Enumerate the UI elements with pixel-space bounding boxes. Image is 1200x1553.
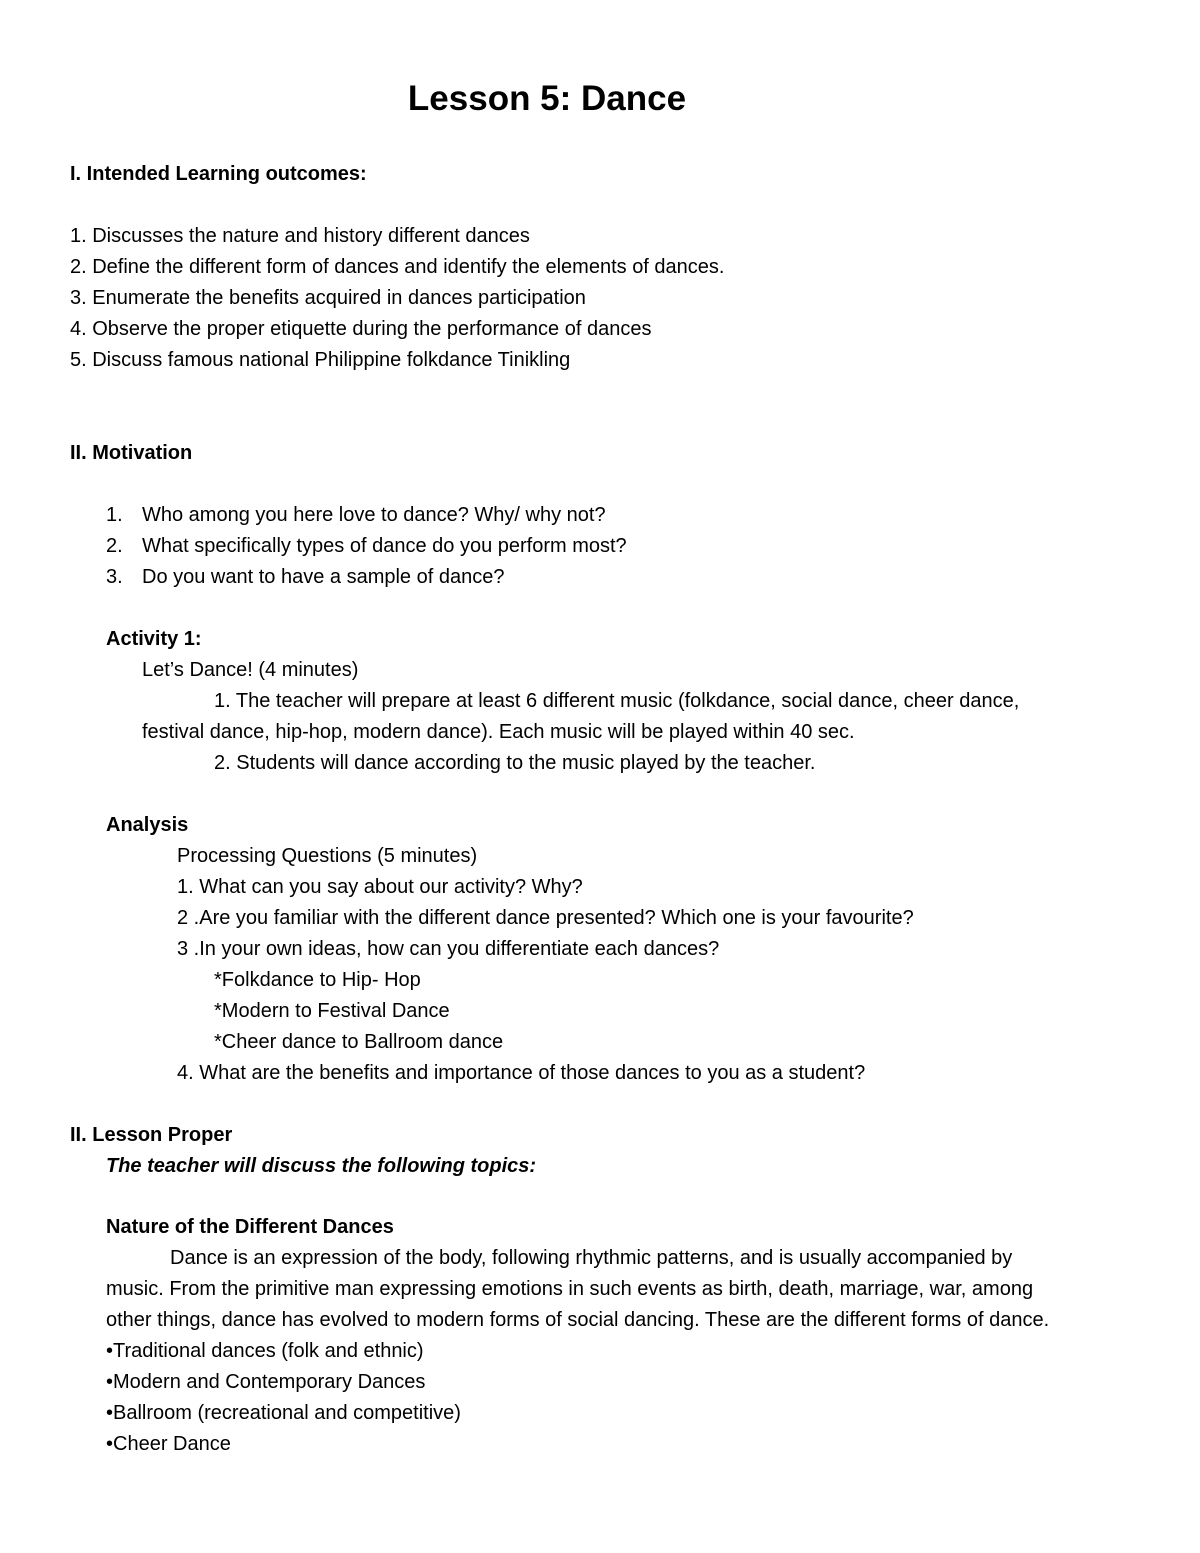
analysis-pair: *Modern to Festival Dance [214,1000,450,1022]
analysis-pair: *Folkdance to Hip- Hop [214,969,421,991]
outcome-item: 5. Discuss famous national Philippine folkdance Tinikling [70,349,571,371]
dance-form-item: •Cheer Dance [106,1433,231,1455]
analysis-question-4: 4. What are the benefits and importance of those dances to you as a student? [177,1062,866,1084]
nature-paragraph-line: music. From the primitive man expressing emotions in such events as birth, death, marriage, war, among [106,1278,1034,1300]
dance-form-item: •Modern and Contemporary Dances [106,1371,426,1393]
motivation-number: 2. [106,535,123,557]
outcome-item: 4. Observe the proper etiquette during the performance of dances [70,318,652,340]
analysis-question-3: 3 .In your own ideas, how can you differentiate each dances? [177,938,720,960]
motivation-question: Do you want to have a sample of dance? [142,566,505,588]
dance-form-item: •Ballroom (recreational and competitive) [106,1402,461,1424]
outcome-item: 3. Enumerate the benefits acquired in dances participation [70,287,586,309]
activity-step-1-continued: festival dance, hip-hop, modern dance). Each music will be played within 40 sec. [142,721,855,743]
analysis-question-2: 2 .Are you familiar with the different dance presented? Which one is your favourite? [177,907,914,929]
motivation-number: 1. [106,504,123,526]
analysis-heading: Analysis [106,814,189,836]
motivation-question: Who among you here love to dance? Why/ why not? [142,504,606,526]
activity-subtitle: Let’s Dance! (4 minutes) [142,659,359,681]
motivation-heading: II. Motivation [70,442,193,464]
activity-heading: Activity 1: [106,628,202,650]
outcomes-heading: I. Intended Learning outcomes: [70,163,367,185]
motivation-number: 3. [106,566,123,588]
lesson-intro: The teacher will discuss the following topics: [106,1155,537,1177]
lesson-heading: II. Lesson Proper [70,1124,233,1146]
analysis-subtitle: Processing Questions (5 minutes) [177,845,478,867]
dance-form-item: •Traditional dances (folk and ethnic) [106,1340,424,1362]
activity-step-2: 2. Students will dance according to the music played by the teacher. [214,752,816,774]
motivation-question: What specifically types of dance do you perform most? [142,535,627,557]
analysis-pair: *Cheer dance to Ballroom dance [214,1031,504,1053]
nature-paragraph-line: other things, dance has evolved to modern forms of social dancing. These are the different forms of dance. [106,1309,1050,1331]
nature-paragraph-line: Dance is an expression of the body, following rhythmic patterns, and is usually accompanied by [170,1247,1013,1269]
page-title: Lesson 5: Dance [407,79,687,118]
outcome-item: 1. Discusses the nature and history different dances [70,225,530,247]
outcome-item: 2. Define the different form of dances and identify the elements of dances. [70,256,725,278]
nature-heading: Nature of the Different Dances [106,1216,394,1238]
activity-step-1: 1. The teacher will prepare at least 6 different music (folkdance, social dance, cheer dance, [214,690,1020,712]
analysis-question-1: 1. What can you say about our activity? Why? [177,876,583,898]
